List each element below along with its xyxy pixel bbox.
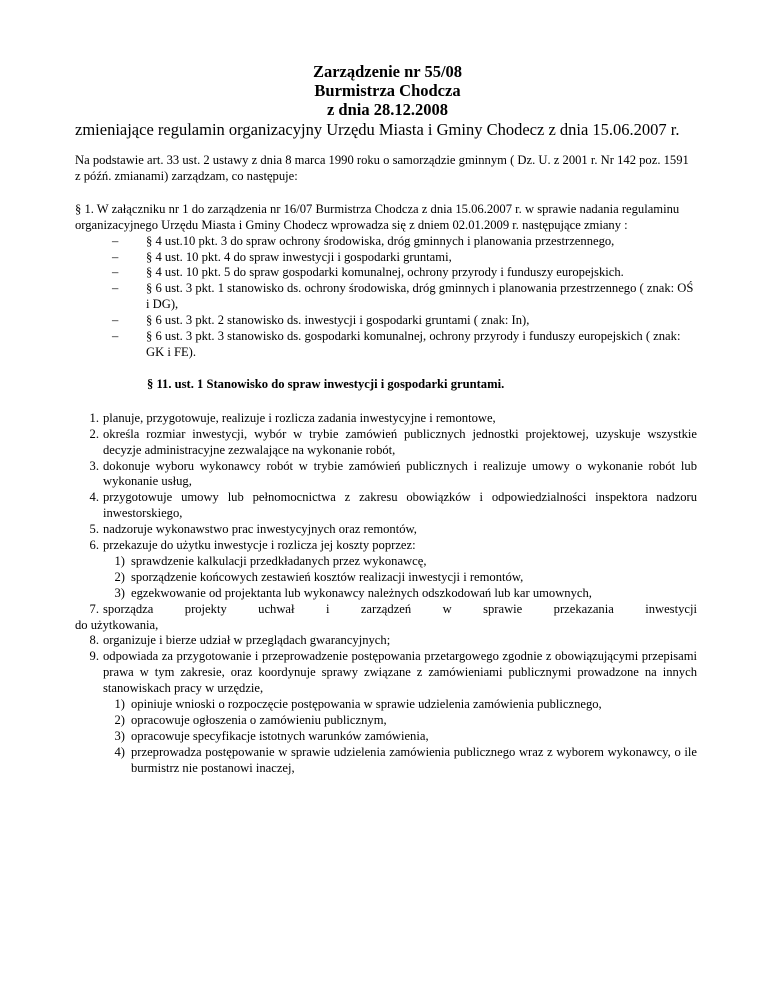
duties-list	[75, 411, 697, 777]
document-page	[75, 62, 697, 777]
word: projekty	[184, 601, 227, 616]
item-number: 9.	[89, 649, 99, 664]
duty-item	[75, 459, 697, 491]
title-date: z dnia 28.12.2008	[326, 100, 448, 119]
sub-item	[103, 554, 697, 570]
dash-bullet: –	[112, 265, 119, 280]
word: i	[325, 601, 330, 616]
sub-item-number: 2)	[114, 713, 125, 727]
item-number: 4.	[89, 490, 99, 505]
duty-item	[75, 602, 697, 634]
duty-text: organizuje i bierze udział w przeglądach gwarancyjnych;	[103, 633, 391, 648]
sub-item	[103, 745, 697, 777]
dash-bullet: –	[112, 329, 119, 344]
title-issuer: Burmistrza Chodcza	[314, 81, 461, 100]
document-title	[75, 62, 697, 119]
sub-item-number: 1)	[114, 553, 125, 568]
duty-item	[75, 633, 697, 649]
dash-bullet: –	[112, 249, 119, 264]
item-number: 8.	[89, 633, 99, 648]
change-text: § 4 ust. 10 pkt. 5 do spraw gospodarki komunalnej, ochrony przyrody i funduszy europejskich.	[146, 265, 624, 280]
section-11-heading: § 11. ust. 1 Stanowisko do spraw inwestycji i gospodarki gruntami.	[147, 376, 505, 391]
title-order-number: Zarządzenie nr 55/08	[312, 62, 463, 81]
duty-text: określa rozmiar inwestycji, wybór w trybie zamówień publicznych jednostki projektowej, uzyskuje wszystkie decyzje administracyjne zezwalające na wykonanie robót,	[103, 426, 697, 457]
sub-item-text: sporządzenie końcowych zestawień kosztów realizacji inwestycji i remontów,	[131, 569, 524, 584]
changes-list	[75, 234, 697, 361]
item-number: 7.	[89, 601, 99, 616]
sub-item-text: opracowuje ogłoszenia o zamówieniu publicznym,	[131, 713, 387, 727]
duty-text-continuation: do użytkowania,	[75, 617, 159, 632]
change-text: § 6 ust. 3 pkt. 2 stanowisko ds. inwestycji i gospodarki gruntami ( znak: In),	[146, 313, 530, 328]
sub-item-text: opracowuje specyfikacje istotnych warunków zamówienia,	[131, 728, 429, 743]
change-text: § 4 ust. 10 pkt. 4 do spraw inwestycji i gospodarki gruntami,	[146, 249, 452, 264]
sub-item	[103, 713, 697, 729]
change-text: § 6 ust. 3 pkt. 3 stanowisko ds. gospodarki komunalnej, ochrony przyrody i funduszy europejskich ( znak: GK i FE).	[146, 329, 681, 359]
duty-text: przygotowuje umowy lub pełnomocnictwa z zakresu obowiązków i odpowiedzialności inspektora nadzoru inwestorskiego,	[103, 490, 697, 521]
sub-item-number: 2)	[114, 569, 125, 584]
sub-item-number: 3)	[114, 585, 125, 600]
duty-item	[75, 649, 697, 776]
sub-item	[103, 729, 697, 745]
sub-item-text: opiniuje wnioski o rozpoczęcie postępowania w sprawie udzielenia zamówienia publicznego,	[131, 697, 602, 712]
preamble: Na podstawie art. 33 ust. 2 ustawy z dnia 8 marca 1990 roku o samorządzie gminnym ( Dz. U. z 2001 r. Nr 142 poz. 1591 z późń. zmianami) zarządzam, co następuje:	[75, 153, 689, 183]
dash-bullet: –	[112, 313, 119, 328]
sub-item-text: przeprowadza postępowanie w sprawie udzielenia zamówienia publicznego wraz z wyborem wykonawcy, o ile burmistrz nie postanowi inaczej,	[131, 744, 697, 775]
word: inwestycji	[645, 601, 697, 616]
word: przekazania	[553, 601, 614, 616]
change-item	[75, 313, 697, 329]
duty-text: planuje, przygotowuje, realizuje i rozlicza zadania inwestycyjne i remontowe,	[103, 410, 496, 425]
document-subtitle: zmieniające regulamin organizacyjny Urzędu Miasta i Gminy Chodecz z dnia 15.06.2007 r.	[75, 120, 680, 139]
sub-item-number: 1)	[114, 697, 125, 712]
duty-text: nadzoruje wykonawstwo prac inwestycyjnych oraz remontów,	[103, 522, 417, 537]
change-item	[75, 281, 697, 313]
duty-item	[75, 522, 697, 538]
duty-item	[75, 490, 697, 522]
duty-text: przekazuje do użytku inwestycje i rozlicza jej koszty poprzez:	[103, 538, 416, 553]
change-item	[75, 265, 697, 281]
sub-item-text: egzekwowanie od projektanta lub wykonawcy należnych odszkodowań lub kar umownych,	[131, 585, 592, 600]
word: zarządzeń	[360, 601, 412, 616]
dash-bullet: –	[112, 233, 119, 248]
sub-item	[103, 586, 697, 602]
dash-bullet: –	[112, 281, 119, 296]
item-number: 6.	[89, 538, 99, 553]
item-number: 1.	[89, 410, 99, 425]
word: uchwał	[258, 601, 295, 616]
word: sporządza	[103, 601, 154, 616]
item-number: 3.	[89, 458, 99, 473]
sub-item	[103, 697, 697, 713]
sub-item	[103, 570, 697, 586]
item-number: 5.	[89, 522, 99, 537]
justified-line	[103, 602, 697, 618]
item-number: 2.	[89, 426, 99, 441]
duty-item	[75, 411, 697, 427]
change-text: § 4 ust.10 pkt. 3 do spraw ochrony środowiska, dróg gminnych i planowania przestrzennego,	[146, 233, 615, 248]
duty-item	[75, 427, 697, 459]
change-item	[75, 234, 697, 250]
sub-item-text: sprawdzenie kalkulacji przedkładanych przez wykonawcę,	[131, 553, 427, 568]
section-1-intro: § 1. W załączniku nr 1 do zarządzenia nr 16/07 Burmistrza Chodcza z dnia 15.06.2007 r. w sprawie nadania regulaminu organizacyjnego Urzędu Miasta i Gminy Chodecz wprowadza się z dniem 02.01.2009 r. następujące zmiany :	[75, 201, 680, 232]
duty-text: dokonuje wyboru wykonawcy robót w trybie zamówień publicznych i realizuje umowy o wykonanie robót lub wykonanie usług,	[103, 458, 697, 489]
sub-item-number: 4)	[114, 744, 125, 759]
change-item	[75, 329, 697, 361]
duty-text: odpowiada za przygotowanie i przeprowadzenie postępowania przetargowego zgodnie z obowiązującymi przepisami prawa w tym zakresie, oraz koordynuje sprawy związane z zamówieniami publicznymi prowadzone na innych stanowiskach pracy w urzędzie,	[103, 649, 697, 696]
word: sprawie	[483, 601, 523, 616]
section-1	[75, 202, 697, 361]
change-item	[75, 250, 697, 266]
change-text: § 6 ust. 3 pkt. 1 stanowisko ds. ochrony środowiska, dróg gminnych i planowania przestrzennego ( znak: OŚ i DG),	[146, 281, 694, 312]
duty-item	[75, 538, 697, 602]
sub-item-number: 3)	[114, 728, 125, 743]
word: w	[442, 601, 452, 616]
